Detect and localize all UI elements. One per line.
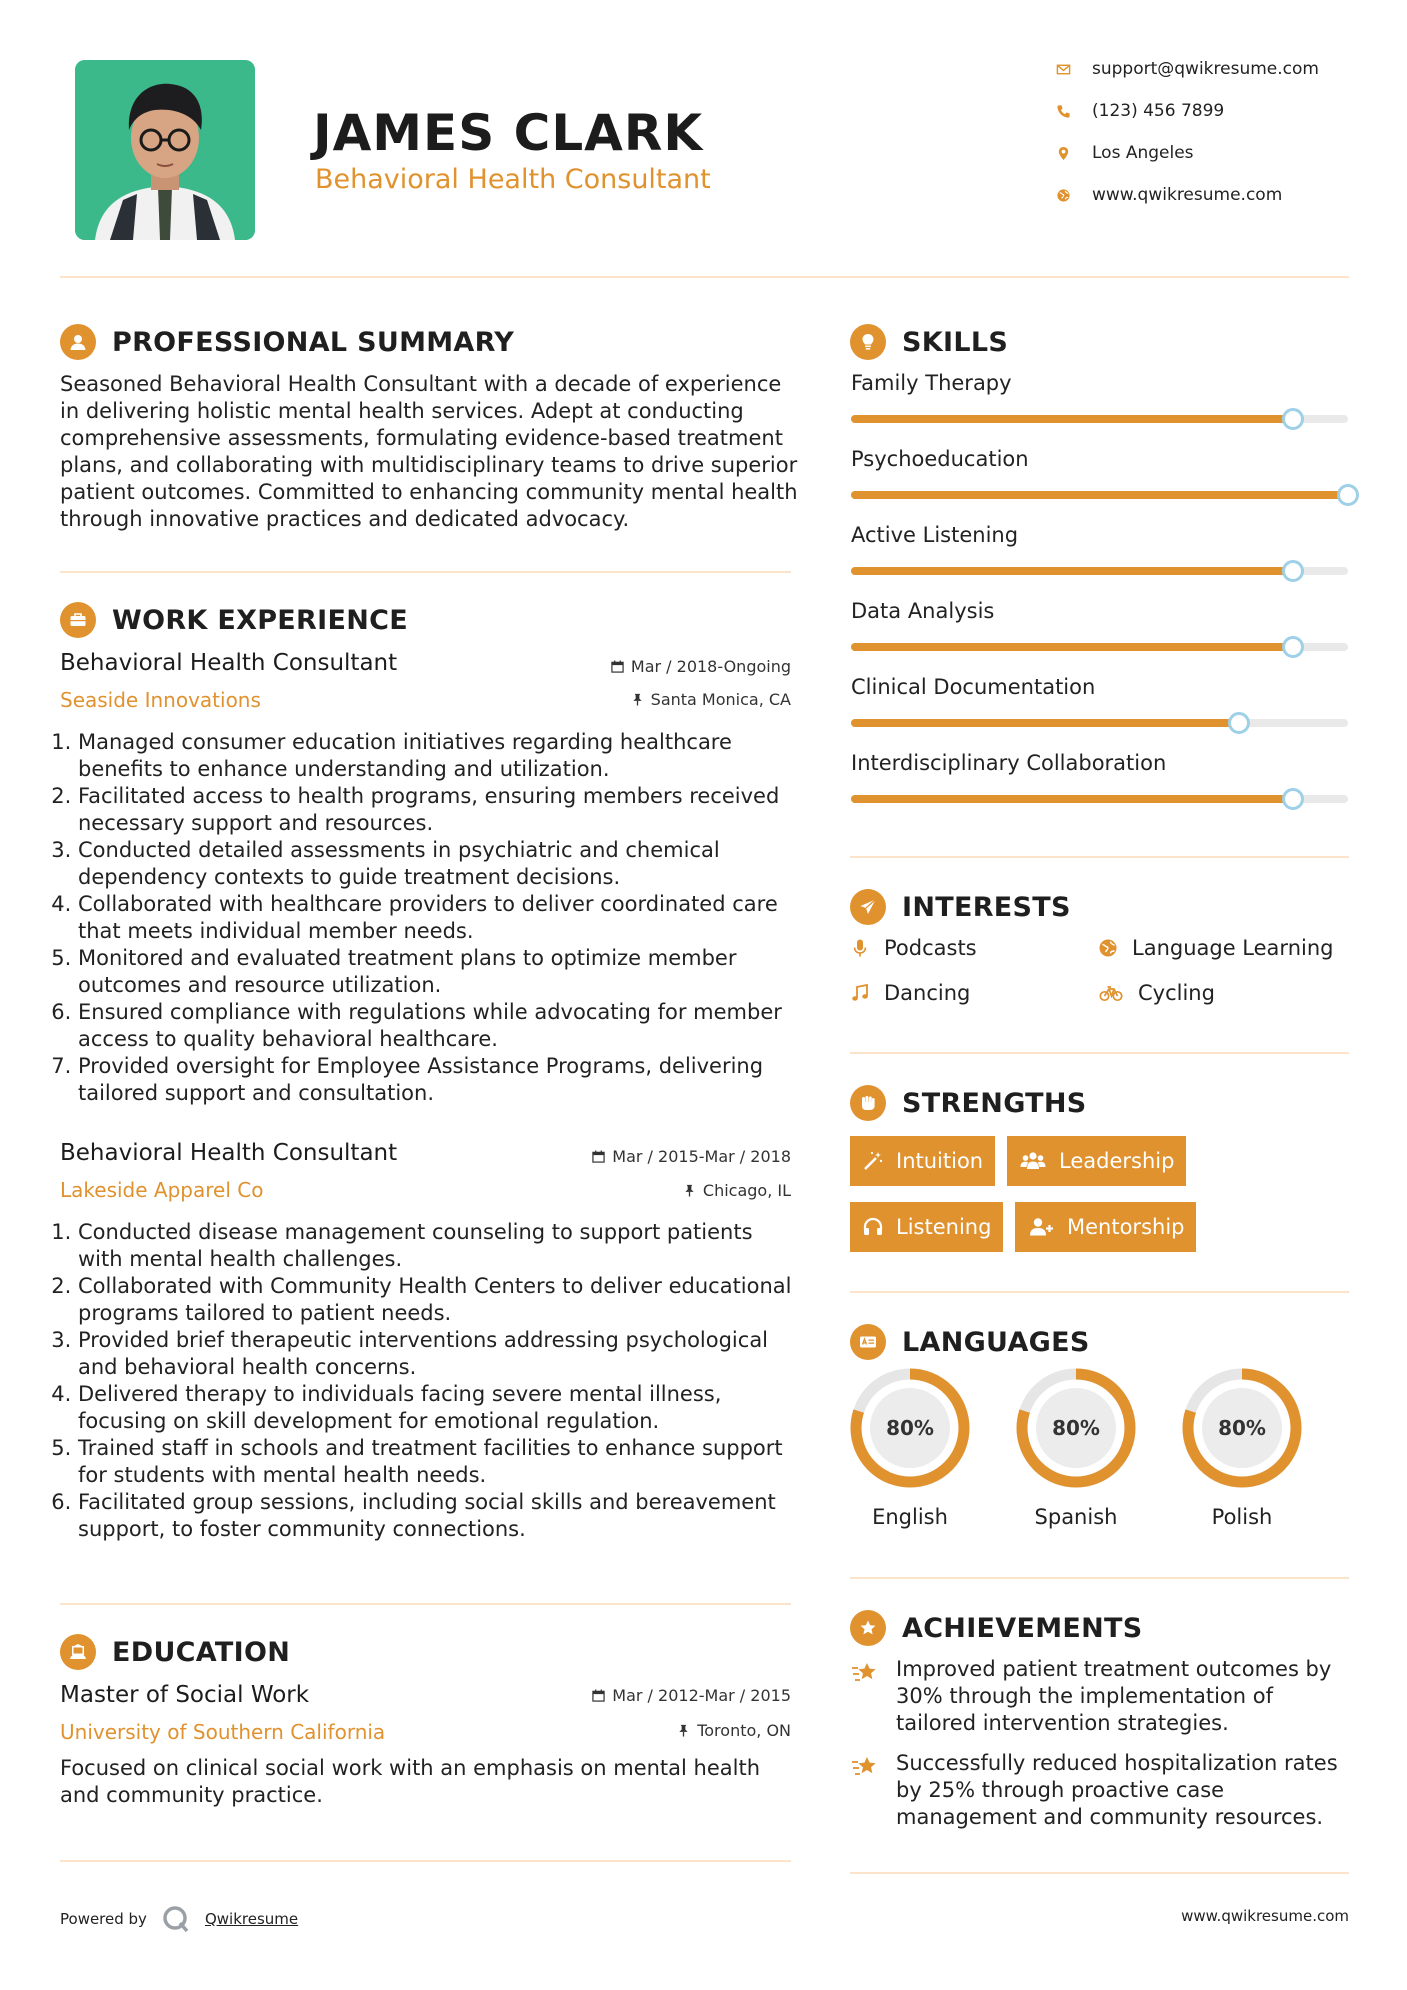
magic-wand-icon: [862, 1150, 884, 1172]
language-percent: 80%: [886, 1416, 934, 1440]
contact-website-text: www.qwikresume.com: [1092, 185, 1283, 205]
skill-bar: [851, 643, 1348, 651]
degree-title: Master of Social Work: [60, 1682, 310, 1708]
list-item: 3. Provided brief therapeutic interventions addressing psychological and behavioral health concerns.: [78, 1327, 800, 1381]
job-location: Chicago, IL: [480, 1181, 791, 1200]
star-shooting-icon: [850, 1752, 880, 1782]
fist-icon: [850, 1085, 886, 1121]
candidate-role: Behavioral Health Consultant: [315, 164, 711, 195]
music-note-icon: [850, 983, 870, 1003]
user-plus-icon: [1027, 1216, 1055, 1238]
headphones-icon: [862, 1216, 884, 1238]
divider-summary: [60, 571, 791, 573]
job-company: Lakeside Apparel Co: [60, 1178, 264, 1202]
list-item: 5. Trained staff in schools and treatment facilities to enhance support for students with mental health needs.: [78, 1435, 800, 1489]
skill-bar: [851, 491, 1348, 499]
achievement-item: Improved patient treatment outcomes by 30% through the implementation of tailored intervention strategies.: [850, 1656, 1350, 1737]
qwikresume-link[interactable]: Qwikresume: [204, 1910, 299, 1928]
pushpin-icon: [677, 1724, 690, 1737]
lightbulb-icon: [850, 324, 886, 360]
contact-phone[interactable]: [1056, 99, 1356, 123]
section-title-languages: LANGUAGES: [850, 1322, 1090, 1362]
skill-bar: [851, 719, 1348, 727]
contact-email-text: support@qwikresume.com: [1092, 59, 1319, 79]
education-location: Toronto, ON: [480, 1721, 791, 1740]
list-item: 4. Collaborated with healthcare providers to deliver coordinated care that meets individual member needs.: [78, 891, 800, 945]
footer-powered: Powered by Qwikresume: [60, 1904, 298, 1934]
language-percent: 80%: [1218, 1416, 1266, 1440]
skill-bar-knob: [1228, 712, 1250, 734]
language-ring: [1180, 1366, 1304, 1490]
user-icon: [60, 324, 96, 360]
skill-bar-knob: [1282, 788, 1304, 810]
header-divider: [60, 276, 1349, 278]
skill-label: Data Analysis: [851, 599, 995, 623]
skill-bar-knob: [1282, 408, 1304, 430]
list-item: 6. Ensured compliance with regulations while advocating for member access to quality behavioral healthcare.: [78, 999, 800, 1053]
contact-email[interactable]: [1056, 57, 1356, 81]
divider-education: [60, 1860, 791, 1862]
list-item: 4. Delivered therapy to individuals facing severe mental illness, focusing on skill development for emotional regulation.: [78, 1381, 800, 1435]
strength-chip: Leadership: [1007, 1136, 1186, 1186]
skill-bar-knob: [1282, 560, 1304, 582]
section-title-experience: WORK EXPERIENCE: [60, 600, 408, 640]
globe-icon: [1098, 938, 1118, 958]
job-bullets: [60, 1219, 800, 1543]
skill-bar-knob: [1337, 484, 1359, 506]
contact-website[interactable]: [1056, 183, 1356, 207]
list-item: 6. Facilitated group sessions, including social skills and bereavement support, to foster community connections.: [78, 1489, 800, 1543]
list-item: 3. Conducted detailed assessments in psychiatric and chemical dependency contexts to guide treatment decisions.: [78, 837, 800, 891]
calendar-icon: [592, 1150, 605, 1163]
language-label: English: [872, 1505, 948, 1529]
briefcase-icon: [60, 602, 96, 638]
education-text: Focused on clinical social work with an emphasis on mental health and community practice.: [60, 1756, 761, 1807]
skill-bar-knob: [1282, 636, 1304, 658]
divider-strengths: [850, 1291, 1349, 1293]
job-title: Behavioral Health Consultant: [60, 1140, 398, 1166]
users-icon: [1019, 1150, 1047, 1172]
language-label: Spanish: [1034, 1505, 1118, 1529]
contact-location-text: Los Angeles: [1092, 143, 1194, 163]
skill-label: Active Listening: [851, 523, 1019, 547]
map-pin-icon: [1056, 143, 1092, 163]
divider-achievements: [850, 1872, 1349, 1874]
skill-bar-fill: [851, 795, 1293, 803]
list-item: 7. Provided oversight for Employee Assistance Programs, delivering tailored support and consultation.: [78, 1053, 800, 1107]
skill-bar: [851, 415, 1348, 423]
skill-bar-fill: [851, 643, 1293, 651]
footer-site[interactable]: www.qwikresume.com: [1181, 1907, 1349, 1925]
skill-label: Interdisciplinary Collaboration: [851, 751, 1167, 775]
section-title-strengths: STRENGTHS: [850, 1083, 1087, 1123]
globe-icon: [1056, 185, 1092, 205]
skill-label: Clinical Documentation: [851, 675, 1096, 699]
skill-bar-fill: [851, 567, 1293, 575]
strength-chip: Mentorship: [1015, 1202, 1196, 1252]
language-percent: 80%: [1052, 1416, 1100, 1440]
section-title-interests: INTERESTS: [850, 887, 1071, 927]
job-title: Behavioral Health Consultant: [60, 650, 398, 676]
divider-languages: [850, 1577, 1349, 1579]
interest-item: Dancing: [850, 981, 970, 1005]
job-date: Mar / 2015-Mar / 2018: [480, 1147, 791, 1166]
qwikresume-logo-icon: [161, 1904, 191, 1934]
star-shooting-icon: [850, 1658, 880, 1688]
education-date: Mar / 2012-Mar / 2015: [480, 1686, 791, 1705]
bicycle-icon: [1098, 983, 1124, 1003]
job-date: Mar / 2018-Ongoing: [480, 657, 791, 676]
interest-item: Cycling: [1098, 981, 1215, 1005]
job-bullets: [60, 729, 800, 1107]
section-title-achievements: ACHIEVEMENTS: [850, 1608, 1143, 1648]
list-item: 2. Facilitated access to health programs, ensuring members received necessary support and resources.: [78, 783, 800, 837]
skill-bar-fill: [851, 415, 1293, 423]
paper-plane-icon: [850, 889, 886, 925]
skill-bar-fill: [851, 491, 1348, 499]
pushpin-icon: [683, 1184, 696, 1197]
contact-phone-text: (123) 456 7899: [1092, 101, 1225, 121]
skill-bar-fill: [851, 719, 1239, 727]
section-title-education: EDUCATION: [60, 1632, 290, 1672]
language-label: Polish: [1211, 1505, 1273, 1529]
skill-bar: [851, 795, 1348, 803]
graduation-icon: [60, 1634, 96, 1670]
section-title-skills: SKILLS: [850, 322, 1008, 362]
list-item: 2. Collaborated with Community Health Centers to deliver educational programs tailored to patient needs.: [78, 1273, 800, 1327]
language-ring: [848, 1366, 972, 1490]
summary-text: Seasoned Behavioral Health Consultant with a decade of experience in delivering holistic mental health services. Adept at conducting comprehensive assessments, formulating evidence-based treatment plans, and collaborating with multidisciplinary teams to drive superior patient outcomes. Committed to enhancing community mental health through innovative practices and dedicated advocacy.: [60, 372, 798, 531]
skill-label: Psychoeducation: [851, 447, 1029, 471]
skill-label: Family Therapy: [851, 371, 1012, 395]
profile-photo: [75, 60, 255, 240]
star-badge-icon: [850, 1610, 886, 1646]
microphone-icon: [850, 938, 870, 958]
interest-item: Language Learning: [1098, 936, 1333, 960]
list-item: 1. Managed consumer education initiatives regarding healthcare benefits to enhance understanding and utilization.: [78, 729, 800, 783]
school-name: University of Southern California: [60, 1720, 386, 1744]
candidate-name: JAMES CLARK: [313, 104, 704, 162]
language-card-icon: [850, 1324, 886, 1360]
job-location: Santa Monica, CA: [480, 690, 791, 709]
calendar-icon: [592, 1689, 605, 1702]
strength-chip: Listening: [850, 1202, 1003, 1252]
pushpin-icon: [631, 693, 644, 706]
achievement-item: Successfully reduced hospitalization rates by 25% through proactive case management and community resources.: [850, 1750, 1350, 1831]
divider-interests: [850, 1052, 1349, 1054]
calendar-icon: [611, 660, 624, 673]
list-item: 5. Monitored and evaluated treatment plans to optimize member outcomes and resource utilization.: [78, 945, 800, 999]
job-company: Seaside Innovations: [60, 688, 261, 712]
interest-item: Podcasts: [850, 936, 977, 960]
envelope-icon: [1056, 59, 1092, 79]
contact-location: [1056, 141, 1356, 165]
list-item: 1. Conducted disease management counseling to support patients with mental health challenges.: [78, 1219, 800, 1273]
divider-skills: [850, 856, 1349, 858]
phone-icon: [1056, 101, 1092, 121]
strength-chip: Intuition: [850, 1136, 995, 1186]
section-title-summary: PROFESSIONAL SUMMARY: [60, 322, 514, 362]
language-ring: [1014, 1366, 1138, 1490]
divider-experience: [60, 1603, 791, 1605]
skill-bar: [851, 567, 1348, 575]
